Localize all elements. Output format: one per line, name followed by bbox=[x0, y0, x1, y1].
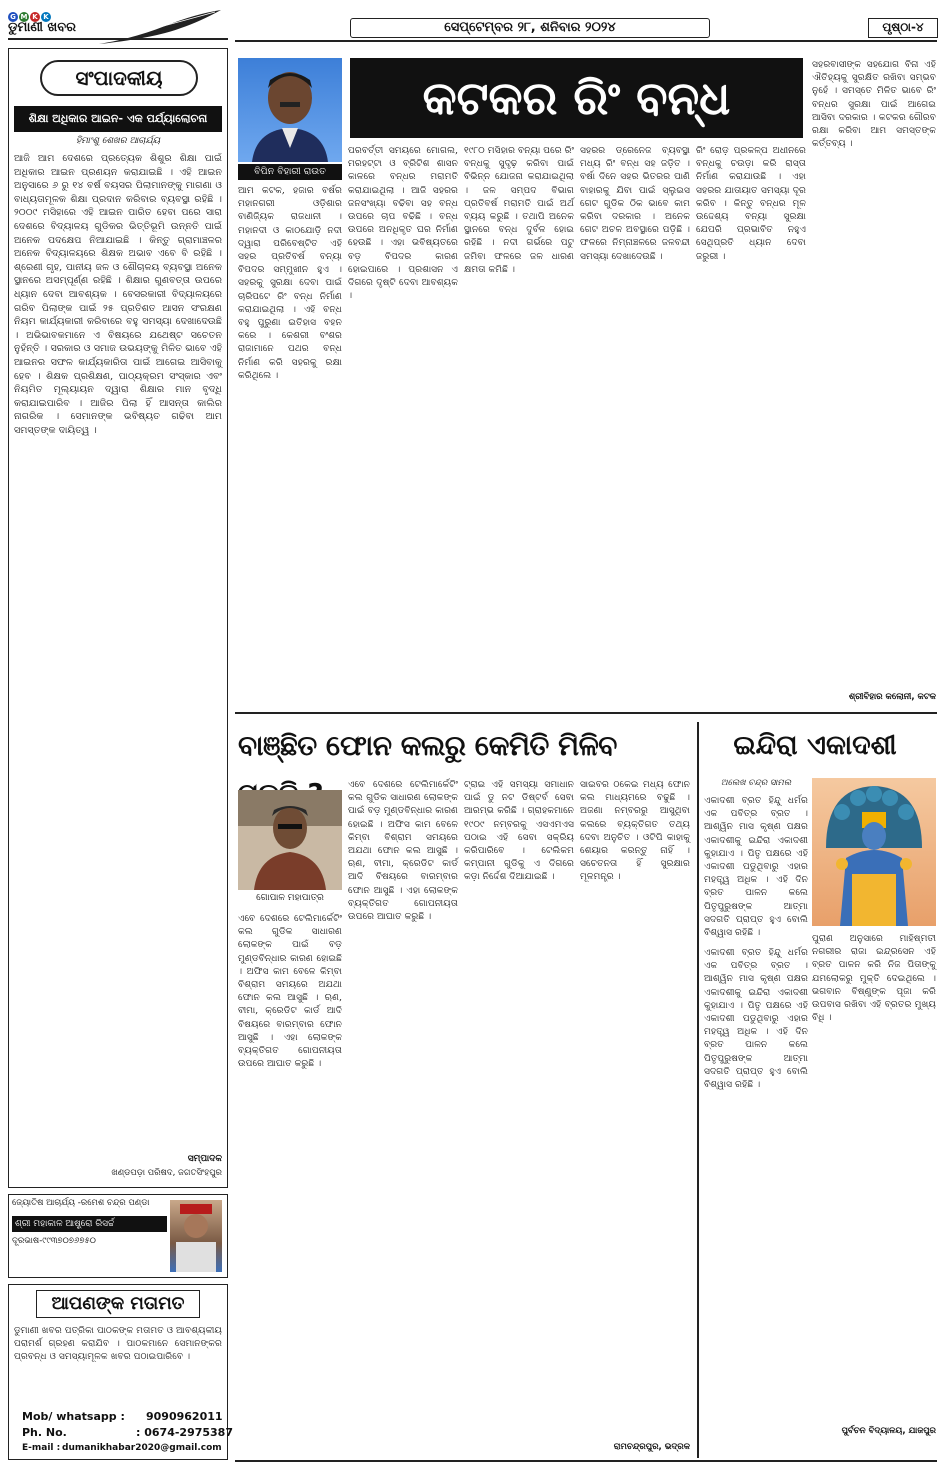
ekadashi-headline: ଇନ୍ଦିରା ଏକାଦଶୀ bbox=[733, 730, 897, 761]
logo-dot: K bbox=[30, 12, 40, 22]
paper-name: ଡୁମାଣୀ ଖବର bbox=[8, 20, 76, 35]
logo-dot: M bbox=[20, 13, 28, 21]
ekadashi-byline: ଅଲେଖ ଚନ୍ଦ୍ର ସାମଲ bbox=[720, 778, 792, 788]
section-divider bbox=[235, 712, 937, 714]
article1-col4: ସହରର ଡ୍ରେନେଜ ବ୍ୟବସ୍ଥା ମଧ୍ୟ ରିଂ ବନ୍ଧ ସହ ଜଡ଼ିତ । ବର୍ଷା ଦିନେ ସହର ଭିତରର ପାଣି ବାହାରକୁ ଯିବା ପାଇଁ ସ୍ଲୁଇସ ଗେଟ ଗୁଡିକ ଠିକ ଭାବେ କାମ କରିବା ଦରକାର । ଅନେକ ଗେଟ ଅଚଳ ଅବସ୍ଥାରେ ପଡ଼ିଛି । ଫଳରେ ନିମ୍ନାଞ୍ଚଳରେ ଜଳବନ୍ଦୀ ସମସ୍ୟା ଦେଖାଦେଉଛି । bbox=[580, 145, 693, 262]
phone-calls-headline: ବାଞ୍ଛିତ ଫୋନ କଲରୁ କେମିତି ମିଳିବ bbox=[238, 729, 617, 762]
article1-col2: ପରବର୍ତ୍ତୀ ସମୟରେ ମୋଗଲ, ମରହଟ୍ଟା ଓ ବ୍ରିଟିଶ ଶାସନ କାଳରେ ବନ୍ଧର ମରାମତି କରାଯାଇଥିଲା । ଆଜି ସହରର ଜନସଂଖ୍ୟା ବଢିବା ସହ ବନ୍ଧ ଉପରେ ଚାପ ବଢିଛି । ବନ୍ଧ ଉପରେ ଅନଧିକୃତ ଘର ନିର୍ମାଣ ହେଉଛି । ଏହା ଭବିଷ୍ୟତରେ ବଡ଼ ବିପଦର କାରଣ ହୋଇପାରେ । ପ୍ରଶାସନ ଏ ଦିଗରେ ଦୃଷ୍ଟି ଦେବା ଆବଶ୍ୟକ । bbox=[348, 145, 461, 302]
article2-col1b: ଏବେ ଦେଶରେ ଟେଲିମାର୍କେଟିଂ କଲ ଗୁଡିକ ସାଧାରଣ ଲୋକଙ୍କ ପାଇଁ ବଡ଼ ମୁଣ୍ଡବିନ୍ଧାର କାରଣ ହୋଇଛି । ଅଫିସ କାମ ବେଳେ କିମ୍ବା ବିଶ୍ରାମ ସମୟରେ ଅଯଥା ଫୋନ କଲ ଆସୁଛି । ଋଣ, ବୀମା, କ୍ରେଡିଟ କାର୍ଡ ଆଦି ବିଷୟରେ ବାରମ୍ବାର ଫୋନ ଆସୁଛି । ଏହା ଲୋକଙ୍କ ବ୍ୟକ୍ତିଗତ ଗୋପନୀୟତା ଉପରେ ଆଘାତ କରୁଛି । bbox=[348, 779, 461, 923]
ring-bandha-headline: କଟକର ରିଂ ବନ୍ଧ bbox=[350, 58, 803, 138]
opinion-mob-label: Mob/ whatsapp : bbox=[22, 1410, 125, 1423]
article3-col2: ପୁରାଣ ଅନୁସାରେ ମାହିଷ୍ମତୀ ନଗରୀର ରାଜା ଇନ୍ଦ୍ରସେନ ଏହି ବ୍ରତ ପାଳନ କରି ନିଜ ପିତାଙ୍କୁ ଯମଲୋକରୁ ମୁକ୍ତି ଦେଇଥିଲେ । ଭଗବାନ ବିଷ୍ଣୁଙ୍କ ପୂଜା କରି ଉପବାସ ରଖିବା ଏହି ବ୍ରତର ମୁଖ୍ୟ ବିଧି । bbox=[812, 933, 939, 1024]
opinion-heading: ଆପଣଙ୍କ ମତାମତ bbox=[36, 1290, 200, 1318]
astrologer-photo bbox=[170, 1200, 222, 1272]
editorial-title: ଶିକ୍ଷା ଅଧିକାର ଆଇନ- ଏକ ପର୍ଯ୍ୟାଲୋଚନା bbox=[14, 106, 222, 132]
column-divider bbox=[697, 722, 699, 1458]
masthead-rule bbox=[235, 40, 937, 42]
opinion-ph[interactable]: : 0674-2975387 bbox=[136, 1426, 233, 1439]
article2-signoff: ରାମଚନ୍ଦ୍ରପୁର, ଭଦ୍ରକ bbox=[613, 1442, 690, 1452]
vishnu-image bbox=[812, 778, 936, 926]
editorial-sign-place: ଖଣ୍ଡପଡ଼ା ପରିଷଦ, ଜଗତସିଂହପୁର bbox=[111, 1168, 222, 1178]
date-line: ସେପ୍ଟେମ୍ବର ୨୮, ଶନିବାର ୨୦୨୪ bbox=[350, 18, 710, 38]
editorial-byline: ହିମାଂଶୁ ଶେଖର ଆଚାର୍ଯ୍ୟ bbox=[75, 136, 161, 146]
article1-col1: ଆମ କଟକ, ହଜାର ବର୍ଷର ମହାନଗରୀ ଓଡ଼ିଶାର ବାଣିଜ୍ୟିକ ରାଜଧାନୀ । ମହାନଦୀ ଓ କାଠଯୋଡ଼ି ନଦୀ ଦ୍ୱାରା ପରିବେଷ୍ଟିତ ଏହି ସହର ପ୍ରତିବର୍ଷ ବନ୍ୟା ବିପଦର ସମ୍ମୁଖୀନ ହୁଏ । ସହରକୁ ସୁରକ୍ଷା ଦେବା ପାଇଁ ଚାରିପଟେ ରିଂ ବନ୍ଧ ନିର୍ମାଣ କରାଯାଇଥିଲା । ଏହି ବନ୍ଧ ବହୁ ପୁରୁଣା ଇତିହାସ ବହନ କରେ । କେଶରୀ ବଂଶର ରାଜାମାନେ ପଥର ବନ୍ଧ ନିର୍ମାଣ କରି ସହରକୁ ରକ୍ଷା କରିଥିଲେ । bbox=[238, 185, 345, 381]
article2-col1: ଏବେ ଦେଶରେ ଟେଲିମାର୍କେଟିଂ କଲ ଗୁଡିକ ସାଧାରଣ ଲୋକଙ୍କ ପାଇଁ ବଡ଼ ମୁଣ୍ଡବିନ୍ଧାର କାରଣ ହୋଇଛି । ଅଫିସ କାମ ବେଳେ କିମ୍ବା ବିଶ୍ରାମ ସମୟରେ ଅଯଥା ଫୋନ କଲ ଆସୁଛି । ଋଣ, ବୀମା, କ୍ରେଡିଟ କାର୍ଡ ଆଦି ବିଷୟରେ ବାରମ୍ବାର ଫୋନ ଆସୁଛି । ଏହା ଲୋକଙ୍କ ବ୍ୟକ୍ତିଗତ ଗୋପନୀୟତା ଉପରେ ଆଘାତ କରୁଛି । bbox=[238, 913, 345, 1070]
article3-signoff: ପୁର୍ବଚନ ବିଦ୍ୟାଳୟ, ଯାଜପୁର bbox=[841, 1426, 936, 1436]
editorial-heading: ସଂପାଦକୀୟ bbox=[40, 60, 198, 96]
author-caption-1: ବିପିନ ବିହାରୀ ରାଉତ bbox=[238, 164, 342, 180]
article2-col2: ଟ୍ରାଇ ଏହି ସମସ୍ୟା ସମାଧାନ ପାଇଁ ଡୁ ନଟ ଡିଷ୍ଟର୍ବ ସେବା ଆରମ୍ଭ କରିଛି । ଗ୍ରାହକମାନେ ୧୯୦୯ ନମ୍ବରକୁ ଏସଏମଏସ ପଠାଇ ଏହି ସେବା ସକ୍ରିୟ କରିପାରିବେ । ଟେଲିକମ କମ୍ପାନୀ ଗୁଡିକୁ ଏ ଦିଗରେ କଡ଼ା ନିର୍ଦ୍ଦେଶ ଦିଆଯାଇଛି । bbox=[464, 779, 577, 883]
opinion-ph-label: Ph. No. bbox=[22, 1426, 67, 1439]
quill-icon bbox=[95, 8, 225, 48]
opinion-body: ଡୁମାଣୀ ଖବର ପତ୍ରିକା ପାଠକଙ୍କ ମତାମତ ଓ ଆବଶ୍ୟକୀୟ ପରାମର୍ଶ ଗ୍ରହଣ କରାଯିବ । ପାଠକମାନେ ସେମାନଙ୍କର ପ୍ରବନ୍ଧ ଓ ସମସ୍ୟାମୂଳକ ଖବର ପଠାଇପାରିବେ । bbox=[14, 1325, 225, 1362]
astro-line1: ଜ୍ୟୋତିଷ ଆଚାର୍ଯ୍ୟ -ରମେଶ ଚନ୍ଦ୍ର ପଣ୍ଡା bbox=[12, 1198, 150, 1208]
article3-col1: ଏକାଦଶୀ ବ୍ରତ ହିନ୍ଦୁ ଧର୍ମର ଏକ ପବିତ୍ର ବ୍ରତ । ଆଶ୍ୱିନ ମାସ କୃଷ୍ଣ ପକ୍ଷର ଏକାଦଶୀକୁ ଇନ୍ଦିରା ଏକାଦଶୀ କୁହାଯାଏ । ପିତୃ ପକ୍ଷରେ ଏହି ଏକାଦଶୀ ପଡୁଥିବାରୁ ଏହାର ମହତ୍ତ୍ୱ ଅଧିକ । ଏହି ଦିନ ବ୍ରତ ପାଳନ କଲେ ପିତୃପୁରୁଷଙ୍କ ଆତ୍ମା ସଦଗତି ପ୍ରାପ୍ତ ହୁଏ ବୋଲି ବିଶ୍ୱାସ ରହିଛି । bbox=[704, 795, 811, 939]
author-photo-1 bbox=[238, 58, 342, 162]
opinion-email-label: E-mail : bbox=[22, 1443, 61, 1453]
page-number: ପୃଷ୍ଠା-୪ bbox=[868, 18, 938, 38]
article1-col3: ୧୯୮୦ ମସିହାର ବନ୍ୟା ପରେ ରିଂ ବନ୍ଧକୁ ସୁଦୃଢ଼ କରିବା ପାଇଁ ବିଭିନ୍ନ ଯୋଜନା କରାଯାଇଥିଲା । ଜଳ ସମ୍ପଦ ବିଭାଗ ପ୍ରତିବର୍ଷ ମରାମତି ପାଇଁ ଅର୍ଥ ବ୍ୟୟ କରୁଛି । ତଥାପି ଅନେକ ସ୍ଥାନରେ ବନ୍ଧ ଦୁର୍ବଳ ହୋଇ ରହିଛି । ନଦୀ ଗର୍ଭରେ ପଟୁ ଜମିବା ଫଳରେ ଜଳ ଧାରଣ କ୍ଷମତା କମିଛି । bbox=[464, 145, 577, 275]
author-photo-2 bbox=[238, 790, 342, 890]
article1-col5: ରିଂ ରୋଡ଼ ପ୍ରକଳ୍ପ ଅଧୀନରେ ବନ୍ଧକୁ ଚଉଡ଼ା କରି ରାସ୍ତା ନିର୍ମାଣ କରାଯାଉଛି । ଏହା ସହରର ଯାତାୟାତ ସମସ୍ୟା ଦୂର କରିବ । କିନ୍ତୁ ବନ୍ଧର ମୂଳ ଉଦ୍ଦେଶ୍ୟ ବନ୍ୟା ସୁରକ୍ଷା ଯେପରି ପ୍ରଭାବିତ ନହୁଏ ସେଥିପ୍ରତି ଧ୍ୟାନ ଦେବା ଜରୁରୀ । bbox=[696, 145, 809, 262]
article2-col3: ସାଇବର ଠକେଇ ମଧ୍ୟ ଫୋନ କଲ ମାଧ୍ୟମରେ ବଢୁଛି । ଅଜଣା ନମ୍ବରରୁ ଆସୁଥିବା କଲରେ ବ୍ୟକ୍ତିଗତ ତଥ୍ୟ ଦେବା ଅନୁଚିତ । ଓଟିପି କାହାକୁ ଶେୟାର କରନ୍ତୁ ନାହିଁ । ସଚେତନତା ହିଁ ସୁରକ୍ଷାର ମୂଳମନ୍ତ୍ର । bbox=[580, 779, 693, 883]
astro-line2: ଶ୍ରୀ ମହାକାଳ ଆଷ୍ଟ୍ରୋ ରିସର୍ଚ୍ଚ bbox=[12, 1216, 167, 1232]
masthead-rule-left bbox=[8, 38, 228, 40]
bottom-rule bbox=[235, 1460, 937, 1462]
author-caption-2: ଗୋପାଳ ମହାପାତ୍ର bbox=[256, 893, 324, 903]
opinion-mob[interactable]: 9090962011 bbox=[146, 1410, 223, 1423]
astro-line3: ଦୂରଭାଷ-୯୯୩୭୦୭୬୭୫୦ bbox=[12, 1236, 96, 1246]
article3-col1b: ଏକାଦଶୀ ବ୍ରତ ହିନ୍ଦୁ ଧର୍ମର ଏକ ପବିତ୍ର ବ୍ରତ । ଆଶ୍ୱିନ ମାସ କୃଷ୍ଣ ପକ୍ଷର ଏକାଦଶୀକୁ ଇନ୍ଦିରା ଏକାଦଶୀ କୁହାଯାଏ । ପିତୃ ପକ୍ଷରେ ଏହି ଏକାଦଶୀ ପଡୁଥିବାରୁ ଏହାର ମହତ୍ତ୍ୱ ଅଧିକ । ଏହି ଦିନ ବ୍ରତ ପାଳନ କଲେ ପିତୃପୁରୁଷଙ୍କ ଆତ୍ମା ସଦଗତି ପ୍ରାପ୍ତ ହୁଏ ବୋଲି ବିଶ୍ୱାସ ରହିଛି । bbox=[704, 947, 811, 1091]
article1-signoff: ଶ୍ରୀବିହାର କଲୋନୀ, କଟକ bbox=[848, 692, 936, 702]
editorial-body: ଆଜି ଆମ ଦେଶରେ ପ୍ରତ୍ୟେକ ଶିଶୁର ଶିକ୍ଷା ପାଇଁ ଅଧିକାର ଆଇନ ପ୍ରଣୟନ କରାଯାଇଛି । ଏହି ଆଇନ ଅନୁସାରେ ୬ ରୁ ୧୪ ବର୍ଷ ବୟସର ପିଲାମାନଙ୍କୁ ମାଗଣା ଓ ବାଧ୍ୟତାମୂଳକ ଶିକ୍ଷା ପ୍ରଦାନ କରିବାର ବ୍ୟବସ୍ଥା ରହିଛି । ୨୦୦୯ ମସିହାରେ ଏହି ଆଇନ ପାରିତ ହେବା ପରେ ସାରା ଦେଶରେ ବିଦ୍ୟାଳୟ ଗୁଡିକର ଭିତ୍ତିଭୂମି ଉନ୍ନତି ପାଇଁ ଅନେକ ପଦକ୍ଷେପ ନିଆଯାଇଛି । କିନ୍ତୁ ଗ୍ରାମାଞ୍ଚଳର ଅନେକ ବିଦ୍ୟାଳୟରେ ଶିକ୍ଷକ ଅଭାବ ଏବେ ବି ରହିଛି । ଶ୍ରେଣୀ ଗୃହ, ପାନୀୟ ଜଳ ଓ ଶୌଚାଳୟ ବ୍ୟବସ୍ଥା ଅନେକ ସ୍ଥାନରେ ଅସମ୍ପୂର୍ଣ୍ଣ ରହିଛି । ଶିକ୍ଷାର ଗୁଣବତ୍ତା ଉପରେ ଧ୍ୟାନ ଦେବା ଆବଶ୍ୟକ । ବେସରକାରୀ ବିଦ୍ୟାଳୟରେ ଗରିବ ପିଲାଙ୍କ ପାଇଁ ୨୫ ପ୍ରତିଶତ ଆସନ ସଂରକ୍ଷଣ ନିୟମ କାର୍ଯ୍ୟକାରୀ କରିବାରେ ବହୁ ସମସ୍ୟା ଦେଖାଦେଉଛି । ଅଭିଭାବକମାନେ ଏ ବିଷୟରେ ଯଥେଷ୍ଟ ସଚେତନ ନୁହଁନ୍ତି । ସରକାର ଓ ସମାଜ ଉଭୟଙ୍କୁ ମିଳିତ ଭାବେ ଏହି ଆଇନର ସଫଳ କାର୍ଯ୍ୟକାରିତା ପାଇଁ ଆଗେଇ ଆସିବାକୁ ହେବ । ଶିକ୍ଷକ ପ୍ରଶିକ୍ଷଣ, ପାଠ୍ୟକ୍ରମ ସଂସ୍କାର ଏବଂ ନିୟମିତ ମୂଲ୍ୟାୟନ ଦ୍ୱାରା ଶିକ୍ଷାର ମାନ ବୃଦ୍ଧି କରାଯାଇପାରିବ । ଆଜିର ପିଲା ହିଁ ଆସନ୍ତା କାଲିର ନାଗରିକ । ସେମାନଙ୍କ ଭବିଷ୍ୟତ ଗଢିବା ଆମ ସମସ୍ତଙ୍କ ଦାୟିତ୍ୱ । bbox=[14, 153, 226, 436]
opinion-email[interactable]: dumanikhabar2020@gmail.com bbox=[62, 1443, 222, 1453]
article1-col6: ସହରବାସୀଙ୍କ ସହଯୋଗ ବିନା ଏହି ଐତିହ୍ୟକୁ ସୁରକ୍ଷିତ ରଖିବା ସମ୍ଭବ ନୁହେଁ । ସମସ୍ତେ ମିଳିତ ଭାବେ ରିଂ ବନ୍ଧର ସୁରକ୍ଷା ପାଇଁ ଆଗେଇ ଆସିବା ଦରକାର । କଟକର ଗୌରବ ରକ୍ଷା କରିବା ଆମ ସମସ୍ତଙ୍କ କର୍ତ୍ତବ୍ୟ । bbox=[812, 59, 939, 150]
editorial-sign-name: ସମ୍ପାଦକ bbox=[187, 1154, 222, 1164]
logo-dot: G bbox=[8, 12, 18, 22]
logo-dot: K bbox=[41, 12, 51, 22]
